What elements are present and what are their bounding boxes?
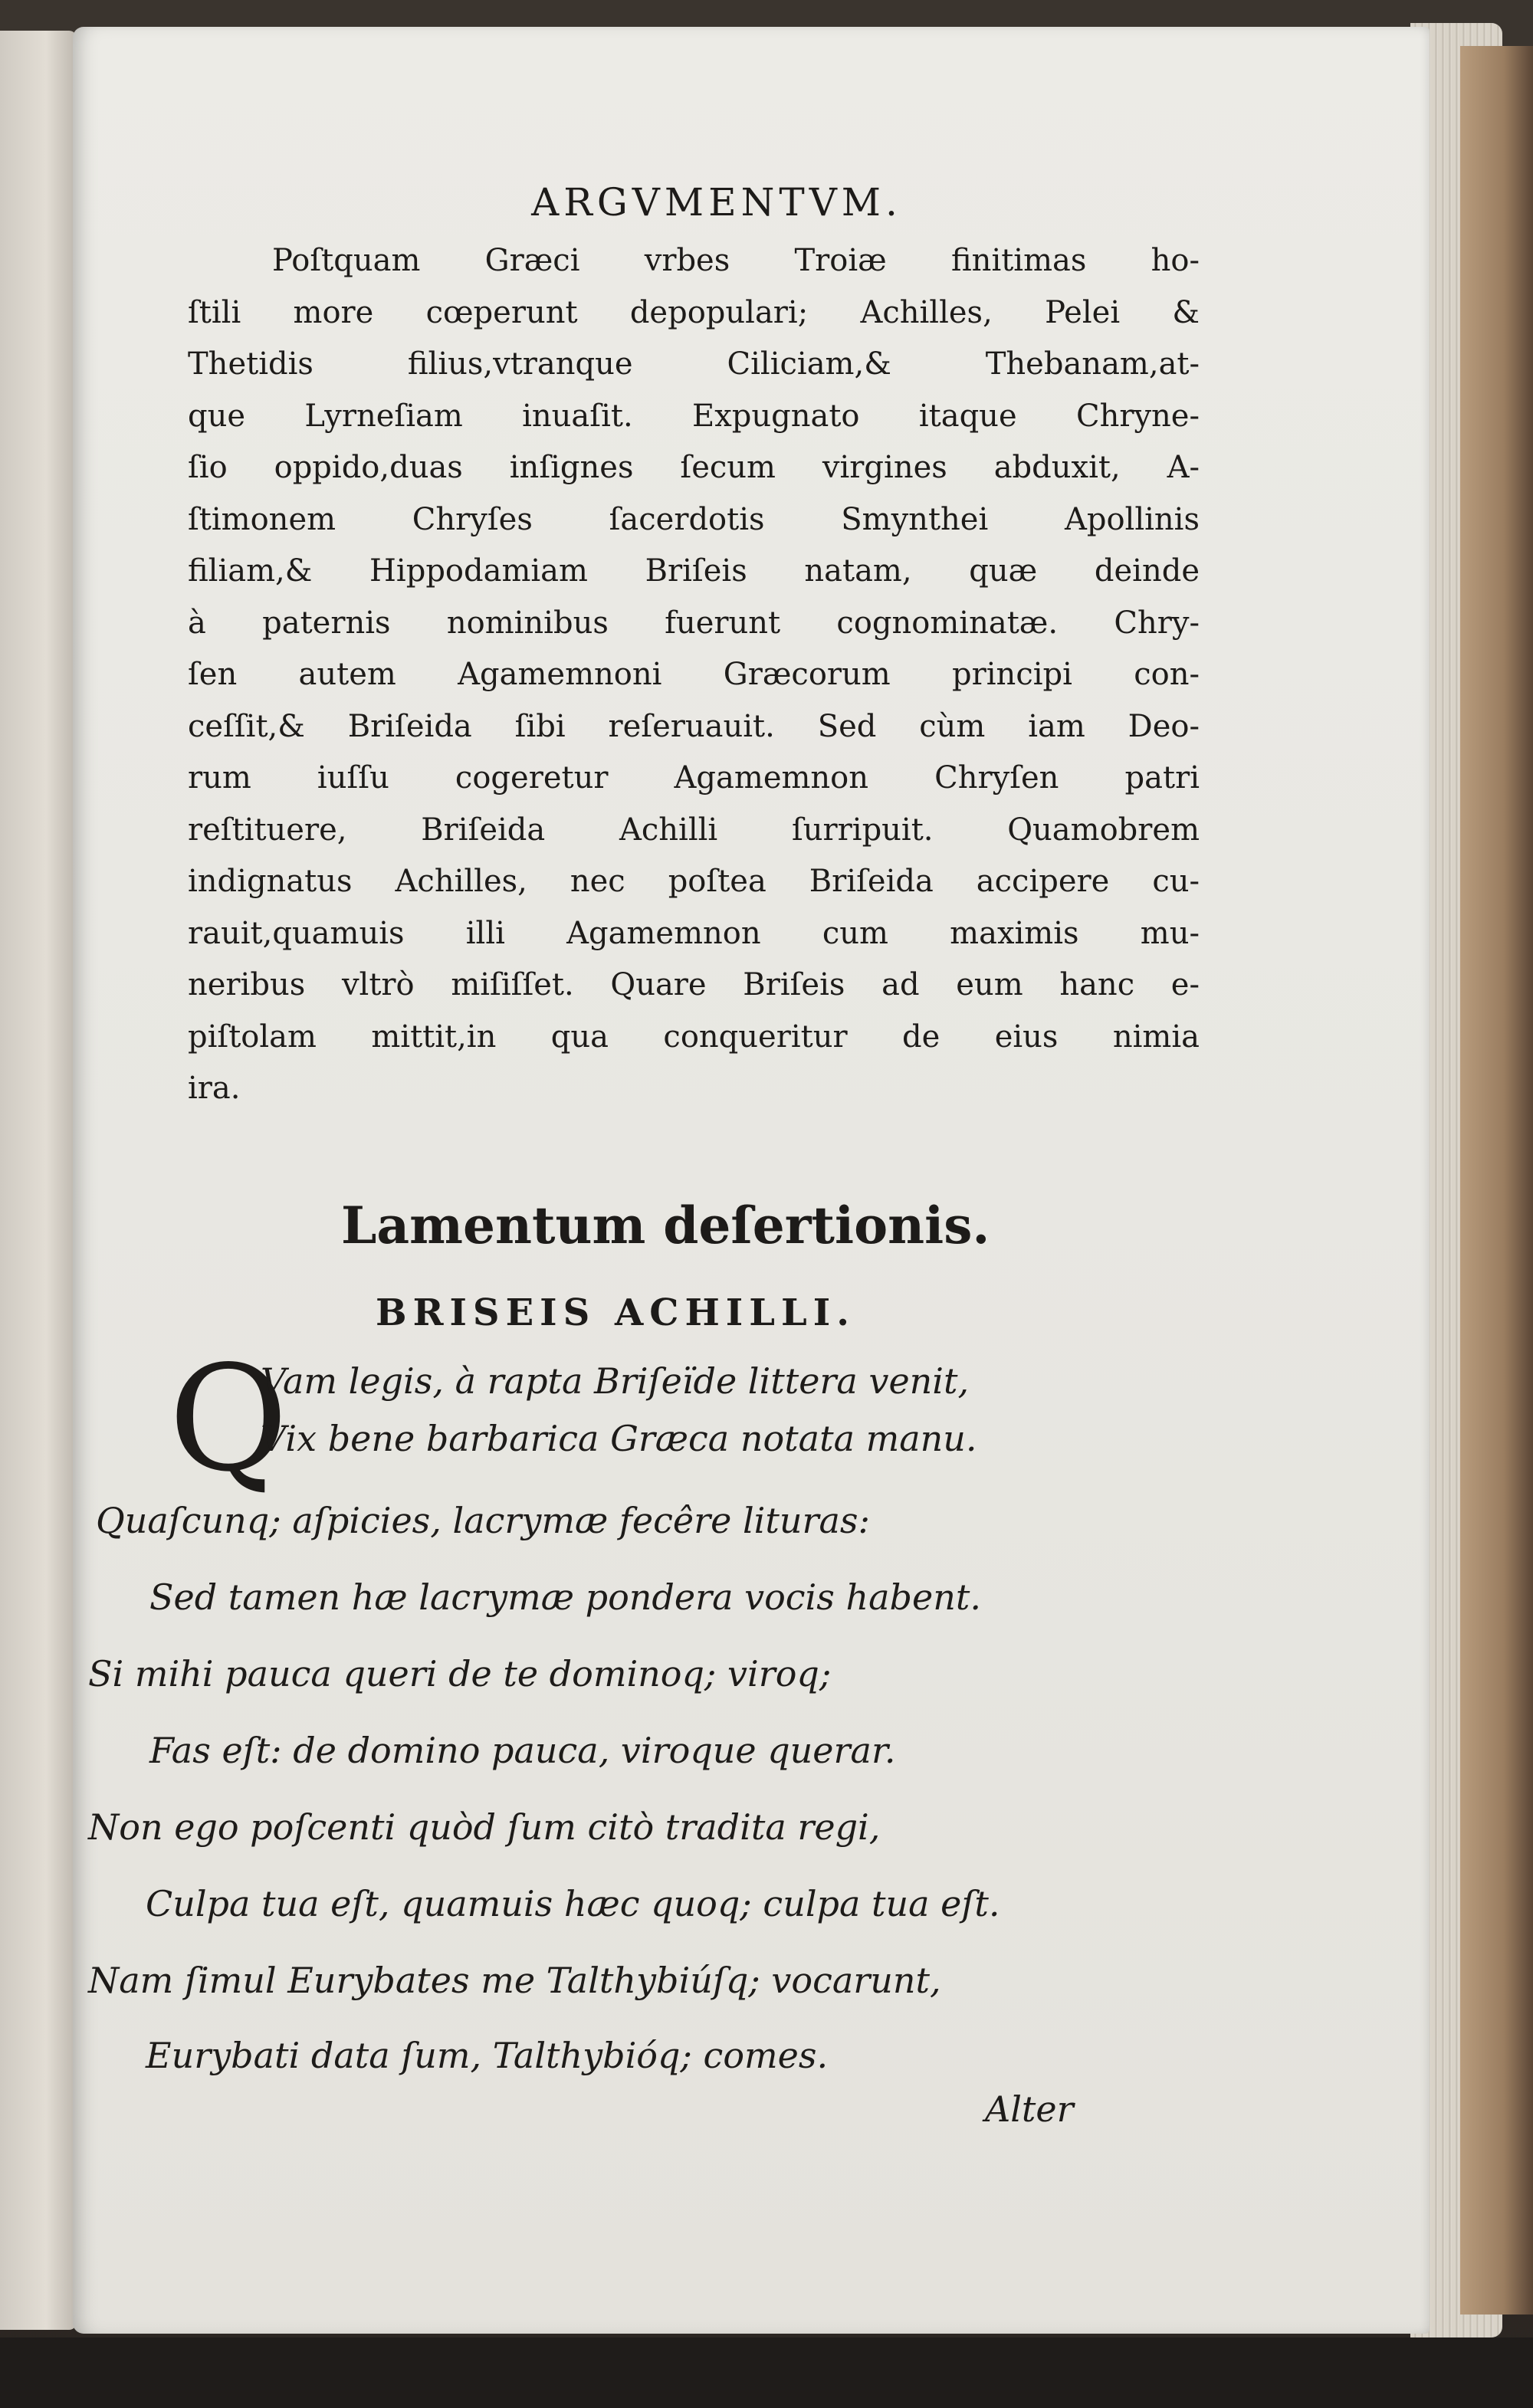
argument-line: ſtili more cœperunt depopulari; Achilles, Pelei &	[188, 294, 1200, 330]
argument-line: rum iuſſu cogeretur Agamemnon Chryſen patri	[188, 760, 1200, 796]
argument-text	[188, 235, 1200, 1115]
argument-heading: ARGVMENTVM.	[531, 180, 902, 225]
verse-line: Fas eſt: de domino pauca, viroque querar.	[149, 1730, 896, 1771]
argument-line: neribus vltrò miſiſſet. Quare Briſeis ad eum hanc e-	[188, 967, 1200, 1002]
argument-line: piſtolam mittit,in qua conqueritur de eius nimia	[188, 1019, 1200, 1055]
argument-line: que Lyrneſiam inuaſit. Expugnato itaque Chryne-	[188, 398, 1200, 434]
argument-line: filiam,& Hippodamiam Briſeis natam, quæ deinde	[188, 553, 1200, 589]
poem-title: Lamentum deſertionis.	[341, 1196, 990, 1255]
argument-line: ſtimonem Chryſes ſacerdotis Smynthei Apollinis	[188, 501, 1200, 537]
verse-line: Nam ſimul Eurybates me Talthybiúſq; vocarunt,	[88, 1960, 941, 2001]
left-page-edge	[0, 31, 77, 2330]
argument-line: rauit,quamuis illi Agamemnon cum maximis mu-	[188, 915, 1200, 951]
argument-line: Poſtquam Græci vrbes Troiæ finitimas ho-	[272, 243, 1200, 278]
argument-section	[188, 180, 1200, 1115]
verse-line: Culpa tua eſt, quamuis hæc quoq; culpa tua eſt.	[146, 1883, 1000, 1924]
book-cover-edge	[1460, 46, 1533, 2315]
argument-line: indignatus Achilles, nec poſtea Briſeida accipere cu-	[188, 864, 1200, 899]
verse-line: Sed tamen hæ lacrymæ pondera vocis habent.	[149, 1576, 981, 1618]
verse-line: Non ego poſcenti quòd ſum citò tradita regi,	[88, 1806, 881, 1848]
argument-line: ira.	[188, 1071, 241, 1106]
argument-line: ſio oppido,duas inſignes ſecum virgines abduxit, A-	[188, 450, 1200, 485]
poem-subtitle: BRISEIS ACHILLI.	[376, 1291, 855, 1334]
argument-line: ſen autem Agamemnoni Græcorum principi con-	[188, 657, 1200, 692]
argument-line: à paternis nominibus fuerunt cognominatæ. Chry-	[188, 605, 1200, 641]
catchword: Alter	[985, 2088, 1074, 2130]
verse-line: Eurybati data ſum, Talthybióq; comes.	[146, 2035, 829, 2076]
verse-line: Si mihi pauca queri de te dominoq; viroq;	[88, 1653, 832, 1694]
drop-cap-initial: Q	[169, 1334, 288, 1504]
argument-line: Thetidis filius,vtranque Ciliciam,& Thebanam,at-	[188, 346, 1200, 382]
verse-line: Vam legis, à rapta Briſeïde littera venit,	[261, 1360, 970, 1402]
argument-line: reſtituere, Briſeida Achilli ſurripuit. Quamobrem	[188, 812, 1200, 848]
book-page	[73, 27, 1430, 2334]
verse-line: Vix bene barbarica Græca notata manu.	[261, 1418, 977, 1459]
verse-line: Quaſcunq; aſpicies, lacrymæ fecêre lituras:	[96, 1500, 871, 1541]
argument-line: ceſſit,& Briſeida ſibi reſeruauit. Sed cùm iam Deo-	[188, 708, 1200, 744]
background-band	[0, 2337, 1533, 2408]
